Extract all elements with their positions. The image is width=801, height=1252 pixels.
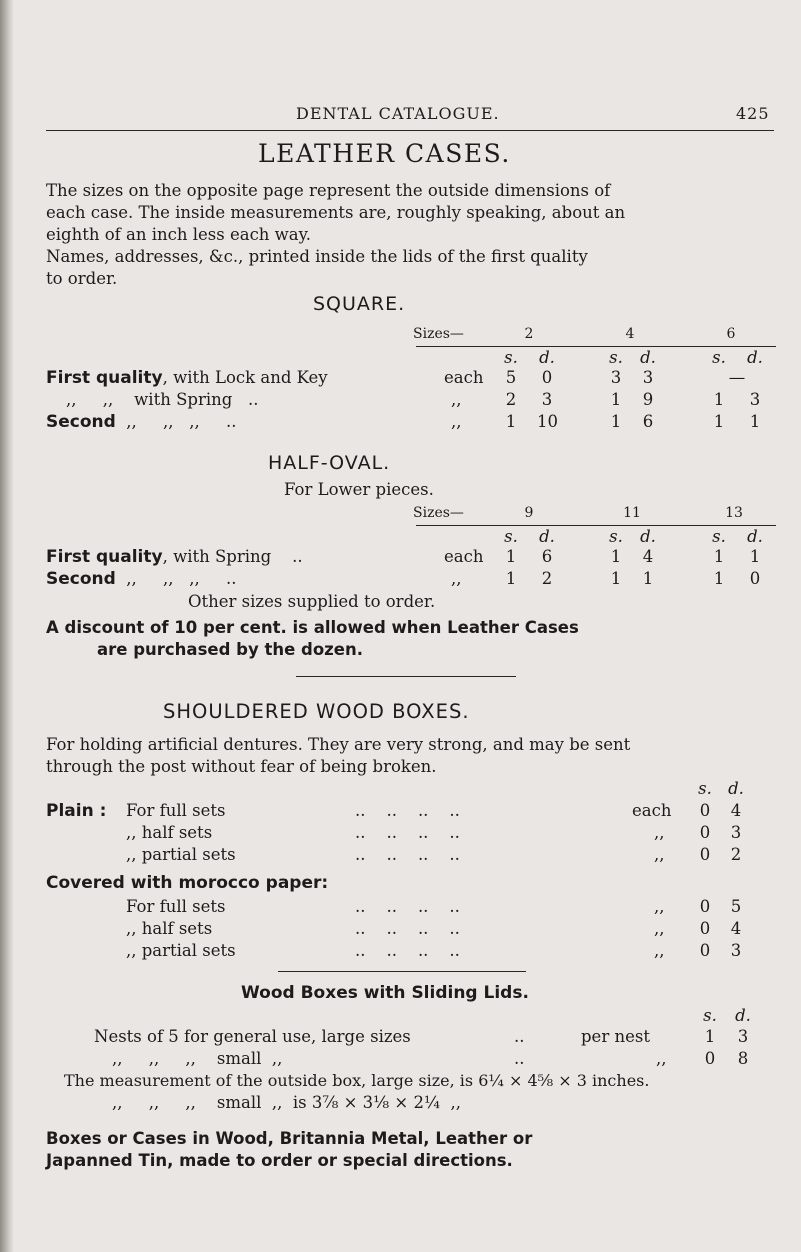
half-oval-row-2-v6: 0 xyxy=(749,569,761,588)
square-unit-d-3: d. xyxy=(747,348,763,367)
plain-row-3-s: 0 xyxy=(699,845,711,864)
plain-row-3-leader: .. .. .. .. xyxy=(355,845,460,864)
plain-row-2-s: 0 xyxy=(699,823,711,842)
plain-row-1-label: For full sets xyxy=(126,801,226,820)
header-rule xyxy=(46,130,774,131)
wood-intro-line-1: For holding artificial dentures. They are very strong, and may be sent xyxy=(46,735,631,754)
wood-unit-d: d. xyxy=(728,779,744,798)
sliding-heading: Wood Boxes with Sliding Lids. xyxy=(241,983,529,1003)
half-oval-row-2-v2: 2 xyxy=(541,569,553,588)
half-oval-note: Other sizes supplied to order. xyxy=(188,592,436,611)
sliding-row-1-leader: .. xyxy=(514,1027,525,1046)
discount-line-1: A discount of 10 per cent. is allowed when Leather Cases xyxy=(46,618,579,637)
half-oval-size-11: 11 xyxy=(623,505,641,521)
half-oval-row-2-unit: ,, xyxy=(451,569,462,588)
sliding-unit-d: d. xyxy=(735,1006,751,1025)
sliding-row-2-d: 8 xyxy=(737,1049,749,1068)
sliding-row-1-unit: per nest xyxy=(581,1027,650,1046)
half-oval-row-1-v5: 1 xyxy=(713,547,725,566)
leather-intro-line-3: eighth of an inch less each way. xyxy=(46,225,312,244)
sliding-row-2-leader: .. xyxy=(514,1049,525,1068)
plain-row-2-leader: .. .. .. .. xyxy=(355,823,460,842)
plain-row-3-label: ,, partial sets xyxy=(126,845,236,864)
square-row-1-label: First quality, with Lock and Key xyxy=(46,368,328,388)
square-row-3-v2: 10 xyxy=(537,412,558,431)
square-row-1-v3: 3 xyxy=(610,368,622,387)
covered-row-2-d: 4 xyxy=(730,919,742,938)
sliding-row-2-label: ,, ,, ,, small ,, xyxy=(112,1049,283,1068)
half-oval-sizes-rule xyxy=(416,525,776,526)
square-row-1-v2: 0 xyxy=(541,368,553,387)
square-row-2-v3: 1 xyxy=(610,390,622,409)
leather-intro-line-2: each case. The inside measurements are, roughly speaking, about an xyxy=(46,203,626,222)
half-oval-row-1-label: First quality, with Spring .. xyxy=(46,547,303,567)
square-sizes-label: Sizes— xyxy=(413,326,464,342)
square-row-2-v4: 9 xyxy=(642,390,654,409)
square-row-2-unit: ,, xyxy=(451,390,462,409)
covered-row-2-leader: .. .. .. .. xyxy=(355,919,460,938)
square-row-1-unit: each xyxy=(444,368,484,387)
covered-row-3-d: 3 xyxy=(730,941,742,960)
square-row-2-v5: 1 xyxy=(713,390,725,409)
square-row-1-v4: 3 xyxy=(642,368,654,387)
half-oval-row-2-v5: 1 xyxy=(713,569,725,588)
plain-row-3-d: 2 xyxy=(730,845,742,864)
measure-small: ,, ,, ,, small ,, is 3⅞ × 3⅛ × 2¼ ,, xyxy=(112,1093,461,1112)
half-oval-size-9: 9 xyxy=(524,505,534,521)
square-row-1-v5: — xyxy=(728,368,746,387)
leather-title: LEATHER CASES. xyxy=(258,139,511,168)
square-heading: SQUARE. xyxy=(313,293,406,315)
square-row-3-v4: 6 xyxy=(642,412,654,431)
sliding-row-1-d: 3 xyxy=(737,1027,749,1046)
covered-row-1-d: 5 xyxy=(730,897,742,916)
square-unit-d-1: d. xyxy=(539,348,555,367)
square-row-3-v5: 1 xyxy=(713,412,725,431)
plain-row-2-d: 3 xyxy=(730,823,742,842)
half-oval-row-1-v6: 1 xyxy=(749,547,761,566)
wood-intro-line-2: through the post without fear of being broken. xyxy=(46,757,437,776)
half-oval-row-2-v4: 1 xyxy=(642,569,654,588)
sliding-row-2-s: 0 xyxy=(704,1049,716,1068)
half-oval-row-1-v2: 6 xyxy=(541,547,553,566)
half-oval-heading: HALF-OVAL. xyxy=(268,452,391,474)
covered-row-1-leader: .. .. .. .. xyxy=(355,897,460,916)
wood-title: SHOULDERED WOOD BOXES. xyxy=(163,700,470,723)
square-row-2-label: ,, ,, with Spring .. xyxy=(66,390,259,409)
covered-row-2-label: ,, half sets xyxy=(126,919,213,938)
half-oval-row-2-v1: 1 xyxy=(505,569,517,588)
half-oval-size-13: 13 xyxy=(725,505,743,521)
square-size-2: 2 xyxy=(524,326,534,342)
half-oval-row-1-v4: 4 xyxy=(642,547,654,566)
covered-row-3-leader: .. .. .. .. xyxy=(355,941,460,960)
square-row-3-v3: 1 xyxy=(610,412,622,431)
leather-intro-line-5: to order. xyxy=(46,269,118,288)
half-oval-row-1-v1: 1 xyxy=(505,547,517,566)
square-unit-d-2: d. xyxy=(640,348,656,367)
square-unit-s-1: s. xyxy=(504,348,518,367)
half-oval-row-1-v3: 1 xyxy=(610,547,622,566)
half-oval-row-1-unit: each xyxy=(444,547,484,566)
half-oval-unit-s-1: s. xyxy=(504,527,518,546)
plain-row-1-s: 0 xyxy=(699,801,711,820)
leather-intro-line-1: The sizes on the opposite page represent the outside dimensions of xyxy=(46,181,611,200)
square-row-3-label: Second ,, ,, ,, .. xyxy=(46,412,237,432)
covered-row-1-unit: ,, xyxy=(654,897,665,916)
covered-row-3-unit: ,, xyxy=(654,941,665,960)
half-oval-unit-d-3: d. xyxy=(747,527,763,546)
section-divider xyxy=(296,676,516,677)
square-row-1-v1: 5 xyxy=(505,368,517,387)
measure-large: The measurement of the outside box, large size, is 6¼ × 4⅝ × 3 inches. xyxy=(64,1071,650,1090)
wood-subsection-rule xyxy=(278,971,526,972)
plain-row-2-label: ,, half sets xyxy=(126,823,213,842)
half-oval-unit-d-2: d. xyxy=(640,527,656,546)
plain-row-3-unit: ,, xyxy=(654,845,665,864)
square-row-2-v6: 3 xyxy=(749,390,761,409)
plain-row-1-unit: each xyxy=(632,801,672,820)
plain-label: Plain : xyxy=(46,801,107,821)
plain-row-1-d: 4 xyxy=(730,801,742,820)
running-title: DENTAL CATALOGUE. xyxy=(296,104,500,123)
wood-unit-s: s. xyxy=(698,779,712,798)
covered-label: Covered with morocco paper: xyxy=(46,873,329,893)
covered-row-2-unit: ,, xyxy=(654,919,665,938)
half-oval-row-2-label: Second ,, ,, ,, .. xyxy=(46,569,237,589)
covered-row-3-s: 0 xyxy=(699,941,711,960)
half-oval-unit-s-2: s. xyxy=(609,527,623,546)
sliding-row-1-s: 1 xyxy=(704,1027,716,1046)
half-oval-unit-d-1: d. xyxy=(539,527,555,546)
covered-row-3-label: ,, partial sets xyxy=(126,941,236,960)
square-row-3-v1: 1 xyxy=(505,412,517,431)
sliding-row-1-label: Nests of 5 for general use, large sizes xyxy=(94,1027,411,1046)
square-size-4: 4 xyxy=(625,326,635,342)
square-unit-s-3: s. xyxy=(712,348,726,367)
plain-row-1-leader: .. .. .. .. xyxy=(355,801,460,820)
half-oval-subheading: For Lower pieces. xyxy=(284,480,434,499)
half-oval-sizes-label: Sizes— xyxy=(413,505,464,521)
square-row-2-v1: 2 xyxy=(505,390,517,409)
covered-row-1-label: For full sets xyxy=(126,897,226,916)
sliding-unit-s: s. xyxy=(703,1006,717,1025)
square-sizes-rule xyxy=(416,346,776,347)
half-oval-unit-s-3: s. xyxy=(712,527,726,546)
half-oval-row-2-v3: 1 xyxy=(610,569,622,588)
square-row-3-v6: 1 xyxy=(749,412,761,431)
square-row-2-v2: 3 xyxy=(541,390,553,409)
covered-row-2-s: 0 xyxy=(699,919,711,938)
closing-line-1: Boxes or Cases in Wood, Britannia Metal, Leather or xyxy=(46,1129,533,1148)
discount-line-2: are purchased by the dozen. xyxy=(97,640,363,659)
square-size-6: 6 xyxy=(726,326,736,342)
plain-row-2-unit: ,, xyxy=(654,823,665,842)
closing-line-2: Japanned Tin, made to order or special directions. xyxy=(46,1151,513,1170)
leather-intro-line-4: Names, addresses, &c., printed inside the lids of the first quality xyxy=(46,247,588,266)
square-unit-s-2: s. xyxy=(609,348,623,367)
page-number: 425 xyxy=(736,104,770,123)
sliding-row-2-unit: ,, xyxy=(656,1049,667,1068)
square-row-3-unit: ,, xyxy=(451,412,462,431)
covered-row-1-s: 0 xyxy=(699,897,711,916)
